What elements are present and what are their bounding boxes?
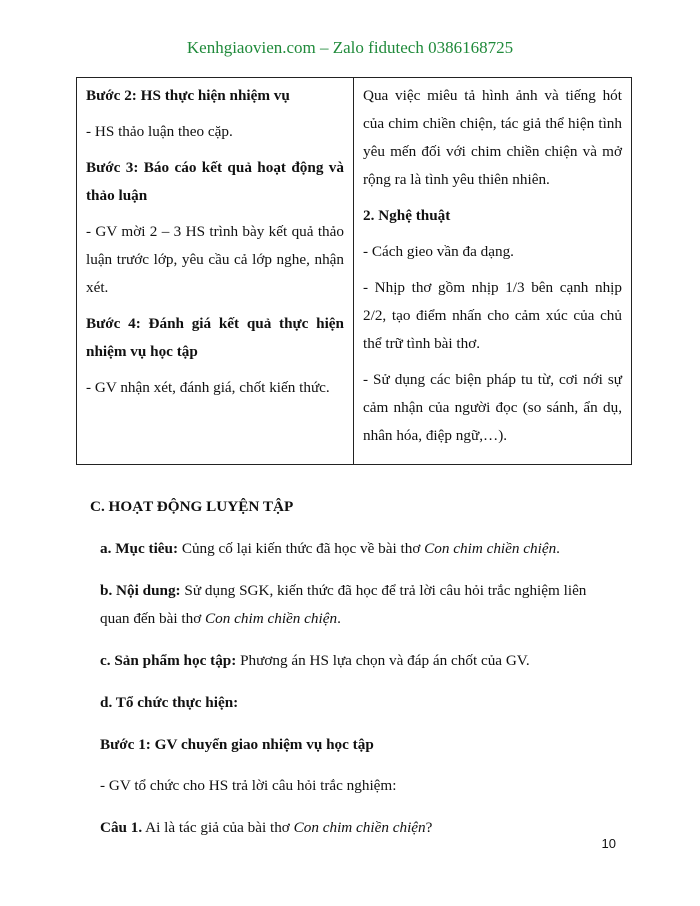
content-title: Con chim chiền chiện [205,610,338,627]
section-title: C. HOẠT ĐỘNG LUYỆN TẬP [90,498,294,515]
question-1 [100,819,432,837]
objective-end: . [556,540,560,557]
content-text-2: quan đến bài thơ [100,610,206,627]
teacher-activity-cell [77,78,354,465]
objective-line [100,540,560,558]
content-end: . [337,610,341,627]
step3-title: Bước 3: Báo cáo kết quả hoạt động và thảo luận [86,159,344,204]
content-line [100,582,586,600]
product-label: c. Sản phẩm học tập: [100,652,237,669]
step1-text: - GV tổ chức cho HS trả lời câu hỏi trắc nghiệm: [100,777,397,794]
content-label: b. Nội dung: [100,582,181,599]
art-title: 2. Nghệ thuật [363,207,451,224]
content-line-2 [100,610,341,628]
product-cell [354,78,632,465]
conclusion-text: Qua việc miêu tả hình ảnh và tiếng hót của chim chiền chiện, tác giả thể hiện tình yêu mến đối với chim chiền chiện và mở rộng ra là tình yêu thiên nhiên. [363,87,622,188]
organization-label: d. Tổ chức thực hiện: [100,694,239,711]
step2-text: - HS thảo luận theo cặp. [86,123,233,140]
step4-title: Bước 4: Đánh giá kết quả thực hiện nhiệm vụ học tập [86,315,344,360]
art-point-1: - Cách gieo vần đa dạng. [363,243,514,260]
step3-text: - GV mời 2 – 3 HS trình bày kết quả thảo luận trước lớp, yêu cầu cả lớp nghe, nhận xét. [86,223,344,296]
page-number: 10 [601,836,616,851]
question-1-end: ? [425,819,433,836]
art-point-2: - Nhịp thơ gồm nhịp 1/3 bên cạnh nhịp 2/2, tạo điểm nhấn cho cảm xúc của chủ thể trữ tình bài thơ. [363,279,622,352]
question-1-text: Ai là tác giả của bài thơ [142,819,294,836]
step2-title: Bước 2: HS thực hiện nhiệm vụ [86,87,290,104]
page-header: Kenhgiaovien.com – Zalo fidutech 0386168725 [186,38,514,57]
objective-text: Củng cố lại kiến thức đã học về bài thơ [178,540,425,557]
lesson-table [76,77,632,465]
objective-label: a. Mục tiêu: [100,540,179,557]
question-1-label: Câu 1. [100,819,143,836]
product-line [100,652,530,670]
art-point-3: - Sử dụng các biện pháp tu từ, cơi nới sự cảm nhận của người đọc (so sánh, ẩn dụ, nhân hóa, điệp ngữ,…). [363,371,622,444]
question-1-title: Con chim chiền chiện [293,819,426,836]
step1-title: Bước 1: GV chuyển giao nhiệm vụ học tập [100,736,374,753]
content-text: Sử dụng SGK, kiến thức đã học để trả lời câu hỏi trắc nghiệm liên [180,582,587,599]
product-text: Phương án HS lựa chọn và đáp án chốt của GV. [236,652,530,669]
objective-title: Con chim chiền chiện [424,540,557,557]
step4-text: - GV nhận xét, đánh giá, chốt kiến thức. [86,379,330,396]
